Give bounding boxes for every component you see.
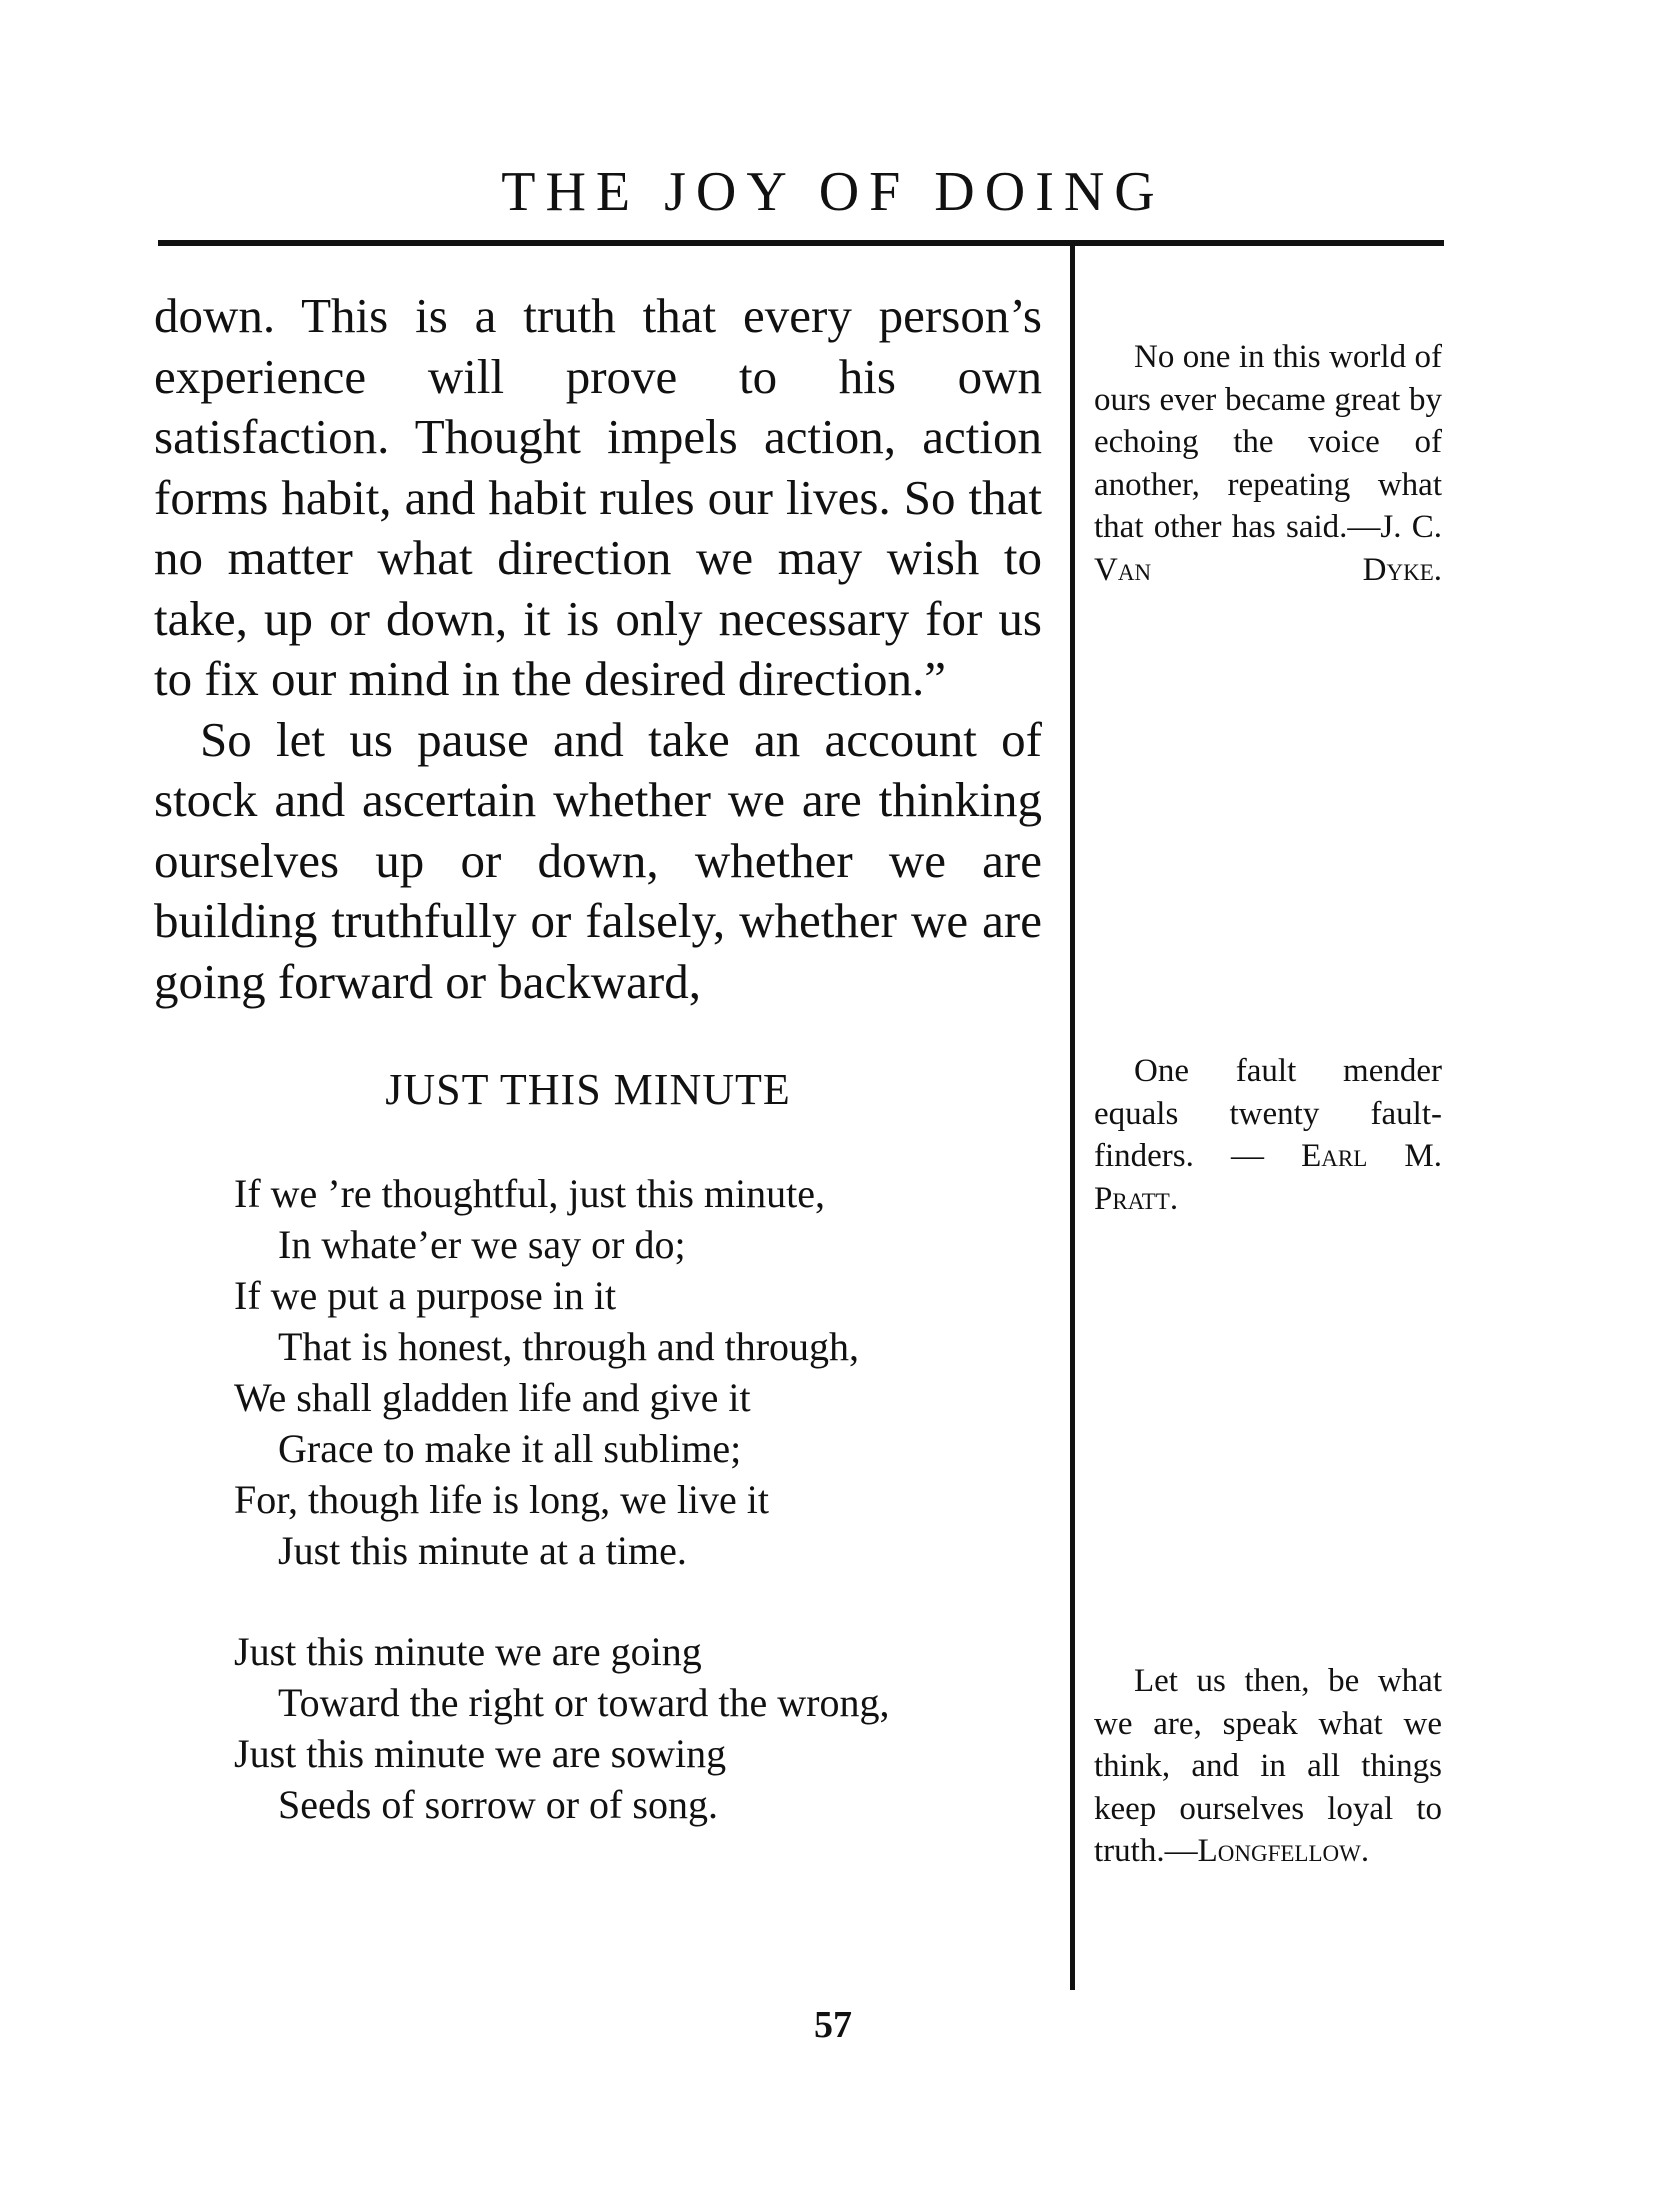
- main-column: [154, 286, 1042, 1880]
- poem-line: Toward the right or toward the wrong,: [278, 1680, 890, 1725]
- poem-stanza: [234, 1168, 1042, 1576]
- column-divider: [1070, 240, 1075, 1990]
- poem-line: If we put a purpose in it: [234, 1273, 617, 1318]
- header-rule: [158, 240, 1444, 246]
- body-paragraph: So let us pause and take an account of stock and ascertain whether we are thinking ourselves up or down, whether we are building truthfully or falsely, whether we are going forward or backward,: [154, 711, 1042, 1009]
- quote-attribution: J. C. Van Dyke.: [1094, 509, 1442, 588]
- poem-line: Seeds of sorrow or of song.: [278, 1782, 718, 1827]
- poem-line: For, though life is long, we live it: [234, 1477, 770, 1522]
- poem-line: That is honest, through and through,: [278, 1324, 860, 1369]
- poem-title: JUST THIS MINUTE: [385, 1065, 791, 1114]
- poem-stanza: [234, 1626, 1042, 1830]
- sidebar-quote: [1094, 336, 1442, 591]
- quote-text: One fault mender equals twenty fault-finders. —: [1094, 1053, 1442, 1174]
- sidebar-quote: [1094, 1050, 1442, 1220]
- quote-attribution: Longfellow.: [1197, 1833, 1370, 1869]
- quote-text: No one in this world of ours ever became great by echoing the voice of another, repeating what that other has said.—: [1094, 339, 1442, 545]
- poem-line: If we ’re thoughtful, just this minute,: [234, 1171, 826, 1216]
- body-paragraph: down. This is a truth that every person’s experience will prove to his own satisfaction. Thought impels action, action forms habit, and habit rules our lives. So that no matter what direction we may wish to take, up or down, it is only necessary for us to fix our mind in the desired direction.”: [154, 288, 1042, 706]
- page-number: 57: [814, 2004, 852, 2046]
- quote-attribution: Earl M. Pratt.: [1094, 1138, 1443, 1217]
- poem: [234, 1168, 1042, 1830]
- poem-line: Just this minute we are sowing: [234, 1731, 727, 1776]
- running-head: THE JOY OF DOING: [501, 161, 1165, 223]
- poem-line: In whate’er we say or do;: [278, 1222, 686, 1267]
- poem-line: We shall gladden life and give it: [234, 1375, 751, 1420]
- poem-line: Just this minute at a time.: [278, 1528, 687, 1573]
- poem-line: Grace to make it all sublime;: [278, 1426, 742, 1471]
- sidebar-quote: [1094, 1660, 1442, 1873]
- poem-line: Just this minute we are going: [234, 1629, 702, 1674]
- quote-text: Let us then, be what we are, speak what we think, and in all things keep ourselves loyal to truth.—: [1094, 1663, 1442, 1869]
